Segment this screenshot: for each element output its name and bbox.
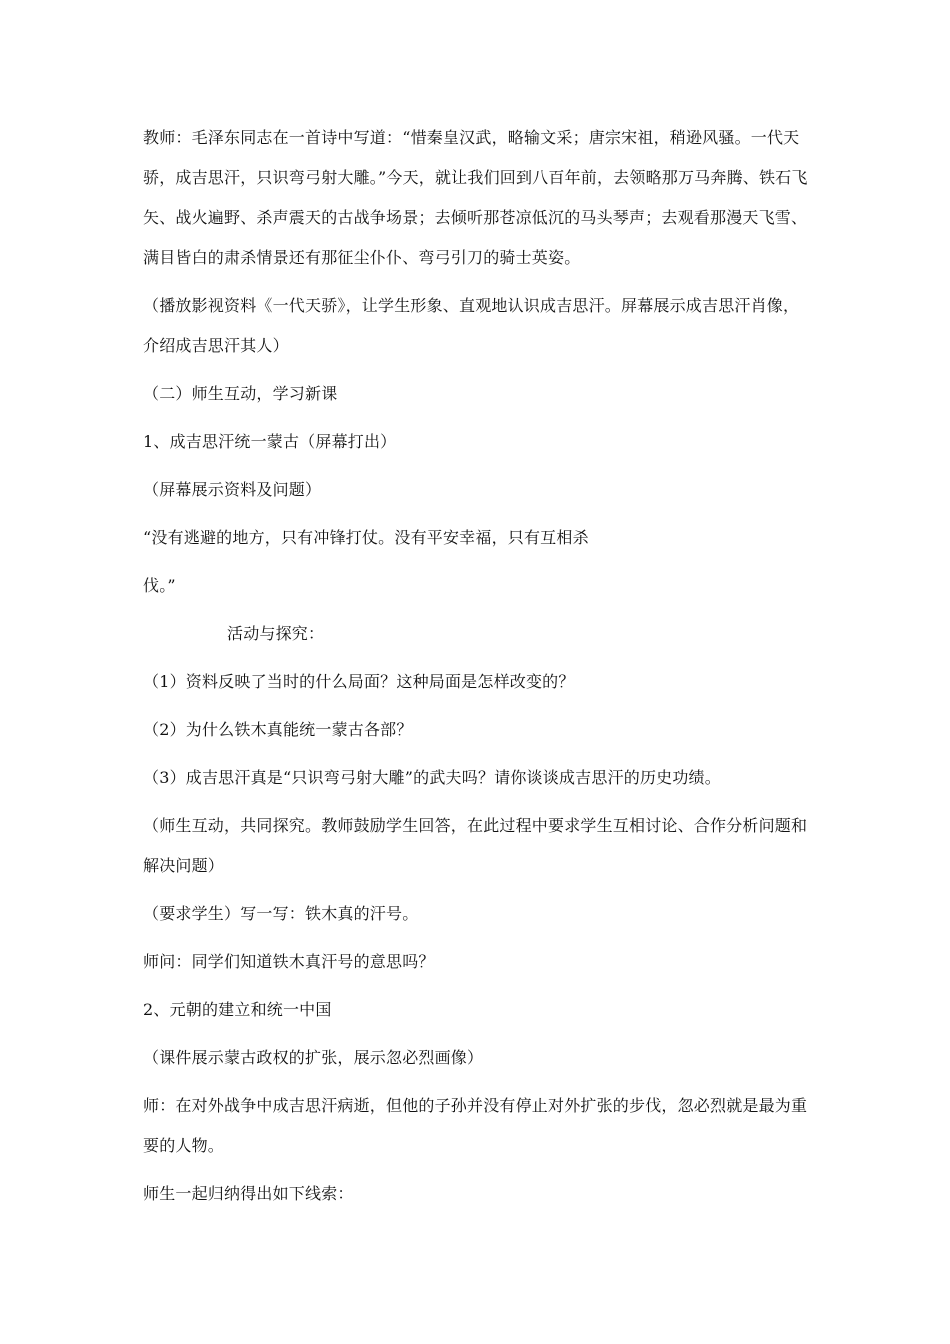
question-3: （3）成吉思汗真是“只识弯弓射大雕”的武夫吗？请你谈谈成吉思汗的历史功绩。 <box>143 768 721 787</box>
screen-note-paragraph: （屏幕展示资料及问题） <box>143 480 322 499</box>
discussion-note-paragraph: （师生互动，共同探究。教师鼓励学生回答，在此过程中要求学生互相讨论、合作分析问题和解决问题） <box>143 816 808 875</box>
teacher-question-paragraph: 师问：同学们知道铁木真汗号的意思吗？ <box>143 952 435 971</box>
courseware-note-paragraph: （课件展示蒙古政权的扩张，展示忽必烈画像） <box>143 1048 484 1067</box>
subsection-heading-1: 1、成吉思汗统一蒙古（屏幕打出） <box>143 432 397 451</box>
document-body <box>143 118 811 1214</box>
video-note-paragraph: （播放影视资料《一代天骄》，让学生形象、直观地认识成吉思汗。屏幕展示成吉思汗肖像，介绍成吉思汗其人） <box>143 296 800 355</box>
writing-task-paragraph: （要求学生）写一写：铁木真的汗号。 <box>143 904 419 923</box>
question-1: （1）资料反映了当时的什么局面？这种局面是怎样改变的？ <box>143 672 575 691</box>
activity-heading: 活动与探究： <box>227 624 325 643</box>
section-heading: （二）师生互动，学习新课 <box>143 384 338 403</box>
quote-line-1: “没有逃避的地方，只有冲锋打仗。没有平安幸福，只有互相杀 <box>143 528 589 547</box>
subsection-heading-2: 2、元朝的建立和统一中国 <box>143 1000 332 1019</box>
quote-line-2: 伐。” <box>143 576 176 595</box>
teacher-statement-paragraph: 师：在对外战争中成吉思汗病逝，但他的子孙并没有停止对外扩张的步伐，忽必烈就是最为重要的人物。 <box>143 1096 808 1155</box>
summary-lead-paragraph: 师生一起归纳得出如下线索： <box>143 1184 354 1203</box>
question-2: （2）为什么铁木真能统一蒙古各部？ <box>143 720 413 739</box>
intro-paragraph: 教师：毛泽东同志在一首诗中写道：“惜秦皇汉武，略输文采；唐宗宋祖，稍逊风骚。一代天骄，成吉思汗，只识弯弓射大雕。”今天，就让我们回到八百年前，去领略那万马奔腾、铁石飞矢、战火遍野、杀声震天的古战争场景；去倾听那苍凉低沉的马头琴声；去观看那漫天飞雪、满目皆白的肃杀情景还有那征尘仆仆、弯弓引刀的骑士英姿。 <box>143 128 808 267</box>
